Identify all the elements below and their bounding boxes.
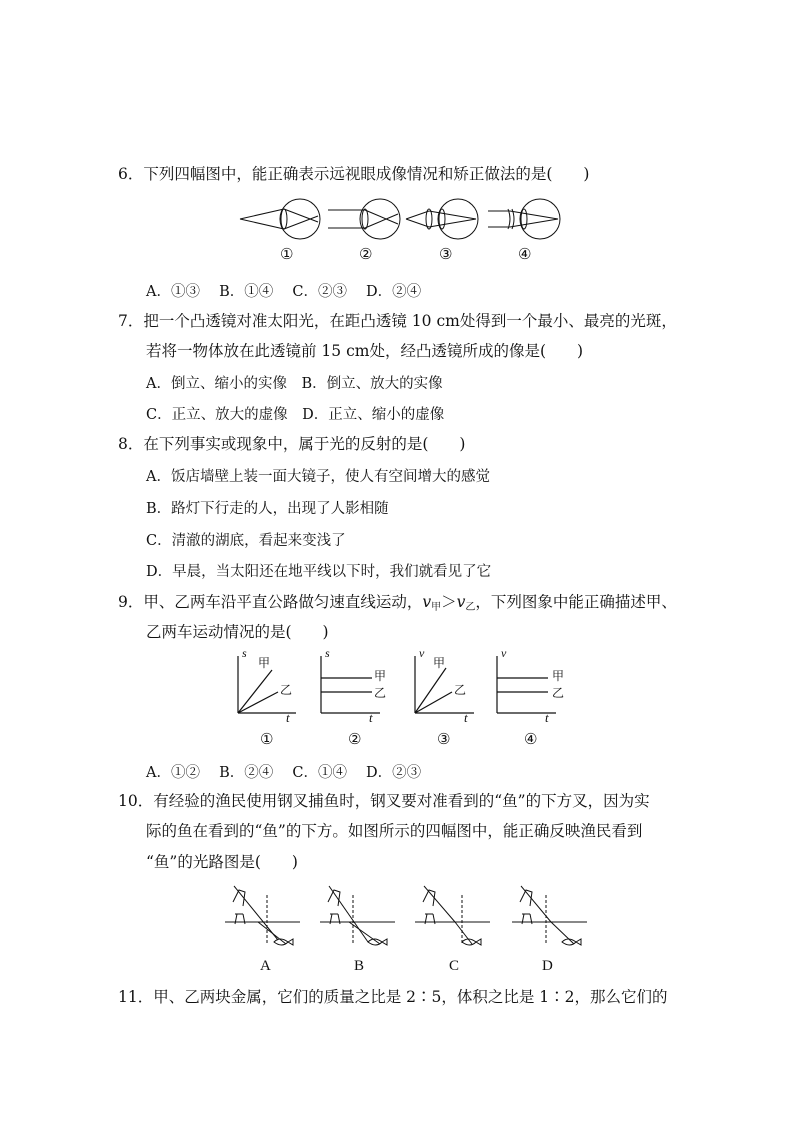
q6-fig-label-2: ② xyxy=(359,245,373,263)
q10-fig-label-c: C xyxy=(449,958,460,974)
q9-graph1-label-yi: 乙 xyxy=(280,683,293,697)
q9-graph4-label-yi: 乙 xyxy=(552,686,565,700)
q9-graph4-label-jia: 甲 xyxy=(552,669,565,683)
q6-fig-label-4: ④ xyxy=(518,245,532,263)
q9-graph1-caption: ① xyxy=(260,730,274,748)
q7-options-ab: A．倒立、缩小的实像 B．倒立、放大的实像 xyxy=(146,376,443,392)
q9-v-yi: v xyxy=(456,593,466,611)
q9-graph2-label-yi: 乙 xyxy=(374,686,387,700)
q9-graph1-y-axis: s xyxy=(242,646,247,660)
q10-line2: 际的鱼在看到的“鱼”的下方。如图所示的四幅图中，能正确反映渔民看到 xyxy=(146,822,643,840)
q9-graph2-y-axis: s xyxy=(325,646,330,660)
q9-sub-yi: 乙 xyxy=(465,602,476,613)
q6-text: 6．下列四幅图中，能正确表示远视眼成像情况和矫正做法的是( ) xyxy=(118,165,590,183)
q9-options: A．①② B．②④ C．①④ D．②③ xyxy=(146,765,422,781)
q11-line1: 11．甲、乙两块金属，它们的质量之比是 2∶5，体积之比是 1∶2，那么它们的 xyxy=(118,988,668,1006)
q10-fig-label-d: D xyxy=(542,958,553,974)
q9-graph4-y-axis: v xyxy=(501,646,507,660)
q7-line2: 若将一物体放在此透镜前 15 cm处，经凸透镜所成的像是( ) xyxy=(146,342,584,360)
q8-text: 8．在下列事实或现象中，属于光的反射的是( ) xyxy=(118,435,466,453)
q9-graph3-label-yi: 乙 xyxy=(454,683,467,697)
q8-option-d: D．早晨，当太阳还在地平线以下时，我们就看见了它 xyxy=(146,564,492,580)
q9-graph1-label-jia: 甲 xyxy=(258,656,271,670)
q6-options: A．①③ B．①④ C．②③ D．②④ xyxy=(146,284,422,300)
q10-line1: 10．有经验的渔民使用钢叉捕鱼时，钢叉要对准看到的“鱼”的下方叉，因为实 xyxy=(118,792,650,810)
q10-line3: “鱼”的光路图是( ) xyxy=(146,853,298,871)
q8-option-b: B．路灯下行走的人，出现了人影相随 xyxy=(146,501,389,517)
q7-options-cd: C．正立、放大的虚像 D．正立、缩小的虚像 xyxy=(146,407,445,423)
q10-fig-label-a: A xyxy=(260,958,271,974)
q9-graph3-x-axis: t xyxy=(464,710,468,725)
q9-gt: ＞ xyxy=(441,593,457,611)
q9-line1-b: ，下列图象中能正确描述甲、 xyxy=(475,593,677,611)
q9-graph2-caption: ② xyxy=(348,730,362,748)
q9-sub-jia: 甲 xyxy=(431,602,442,613)
q9-graph2-x-axis: t xyxy=(369,710,373,725)
q6-fig-label-3: ③ xyxy=(439,245,453,263)
q9-graph3-y-axis: v xyxy=(419,646,425,660)
q6-fig-label-1: ① xyxy=(280,245,294,263)
q9-line1-a: 9．甲、乙两车沿平直公路做匀速直线运动， xyxy=(118,593,423,611)
q9-line2: 乙两车运动情况的是( ) xyxy=(146,623,329,641)
q8-option-a: A．饭店墙壁上装一面大镜子，使人有空间增大的感觉 xyxy=(146,469,490,485)
q9-graph3-caption: ③ xyxy=(437,730,451,748)
q9-graph3-label-jia: 甲 xyxy=(433,656,446,670)
q8-option-c: C．清澈的湖底，看起来变浅了 xyxy=(146,533,346,549)
q9-graph2-label-jia: 甲 xyxy=(374,669,387,683)
q10-fig-label-b: B xyxy=(354,958,365,974)
q9-graph4-x-axis: t xyxy=(545,710,549,725)
q9-graph1-x-axis: t xyxy=(286,710,290,725)
q7-line1: 7．把一个凸透镜对准太阳光，在距凸透镜 10 cm处得到一个最小、最亮的光斑， xyxy=(118,312,677,330)
q9-v-jia: v xyxy=(422,593,432,611)
q9-graph4-caption: ④ xyxy=(524,730,538,748)
